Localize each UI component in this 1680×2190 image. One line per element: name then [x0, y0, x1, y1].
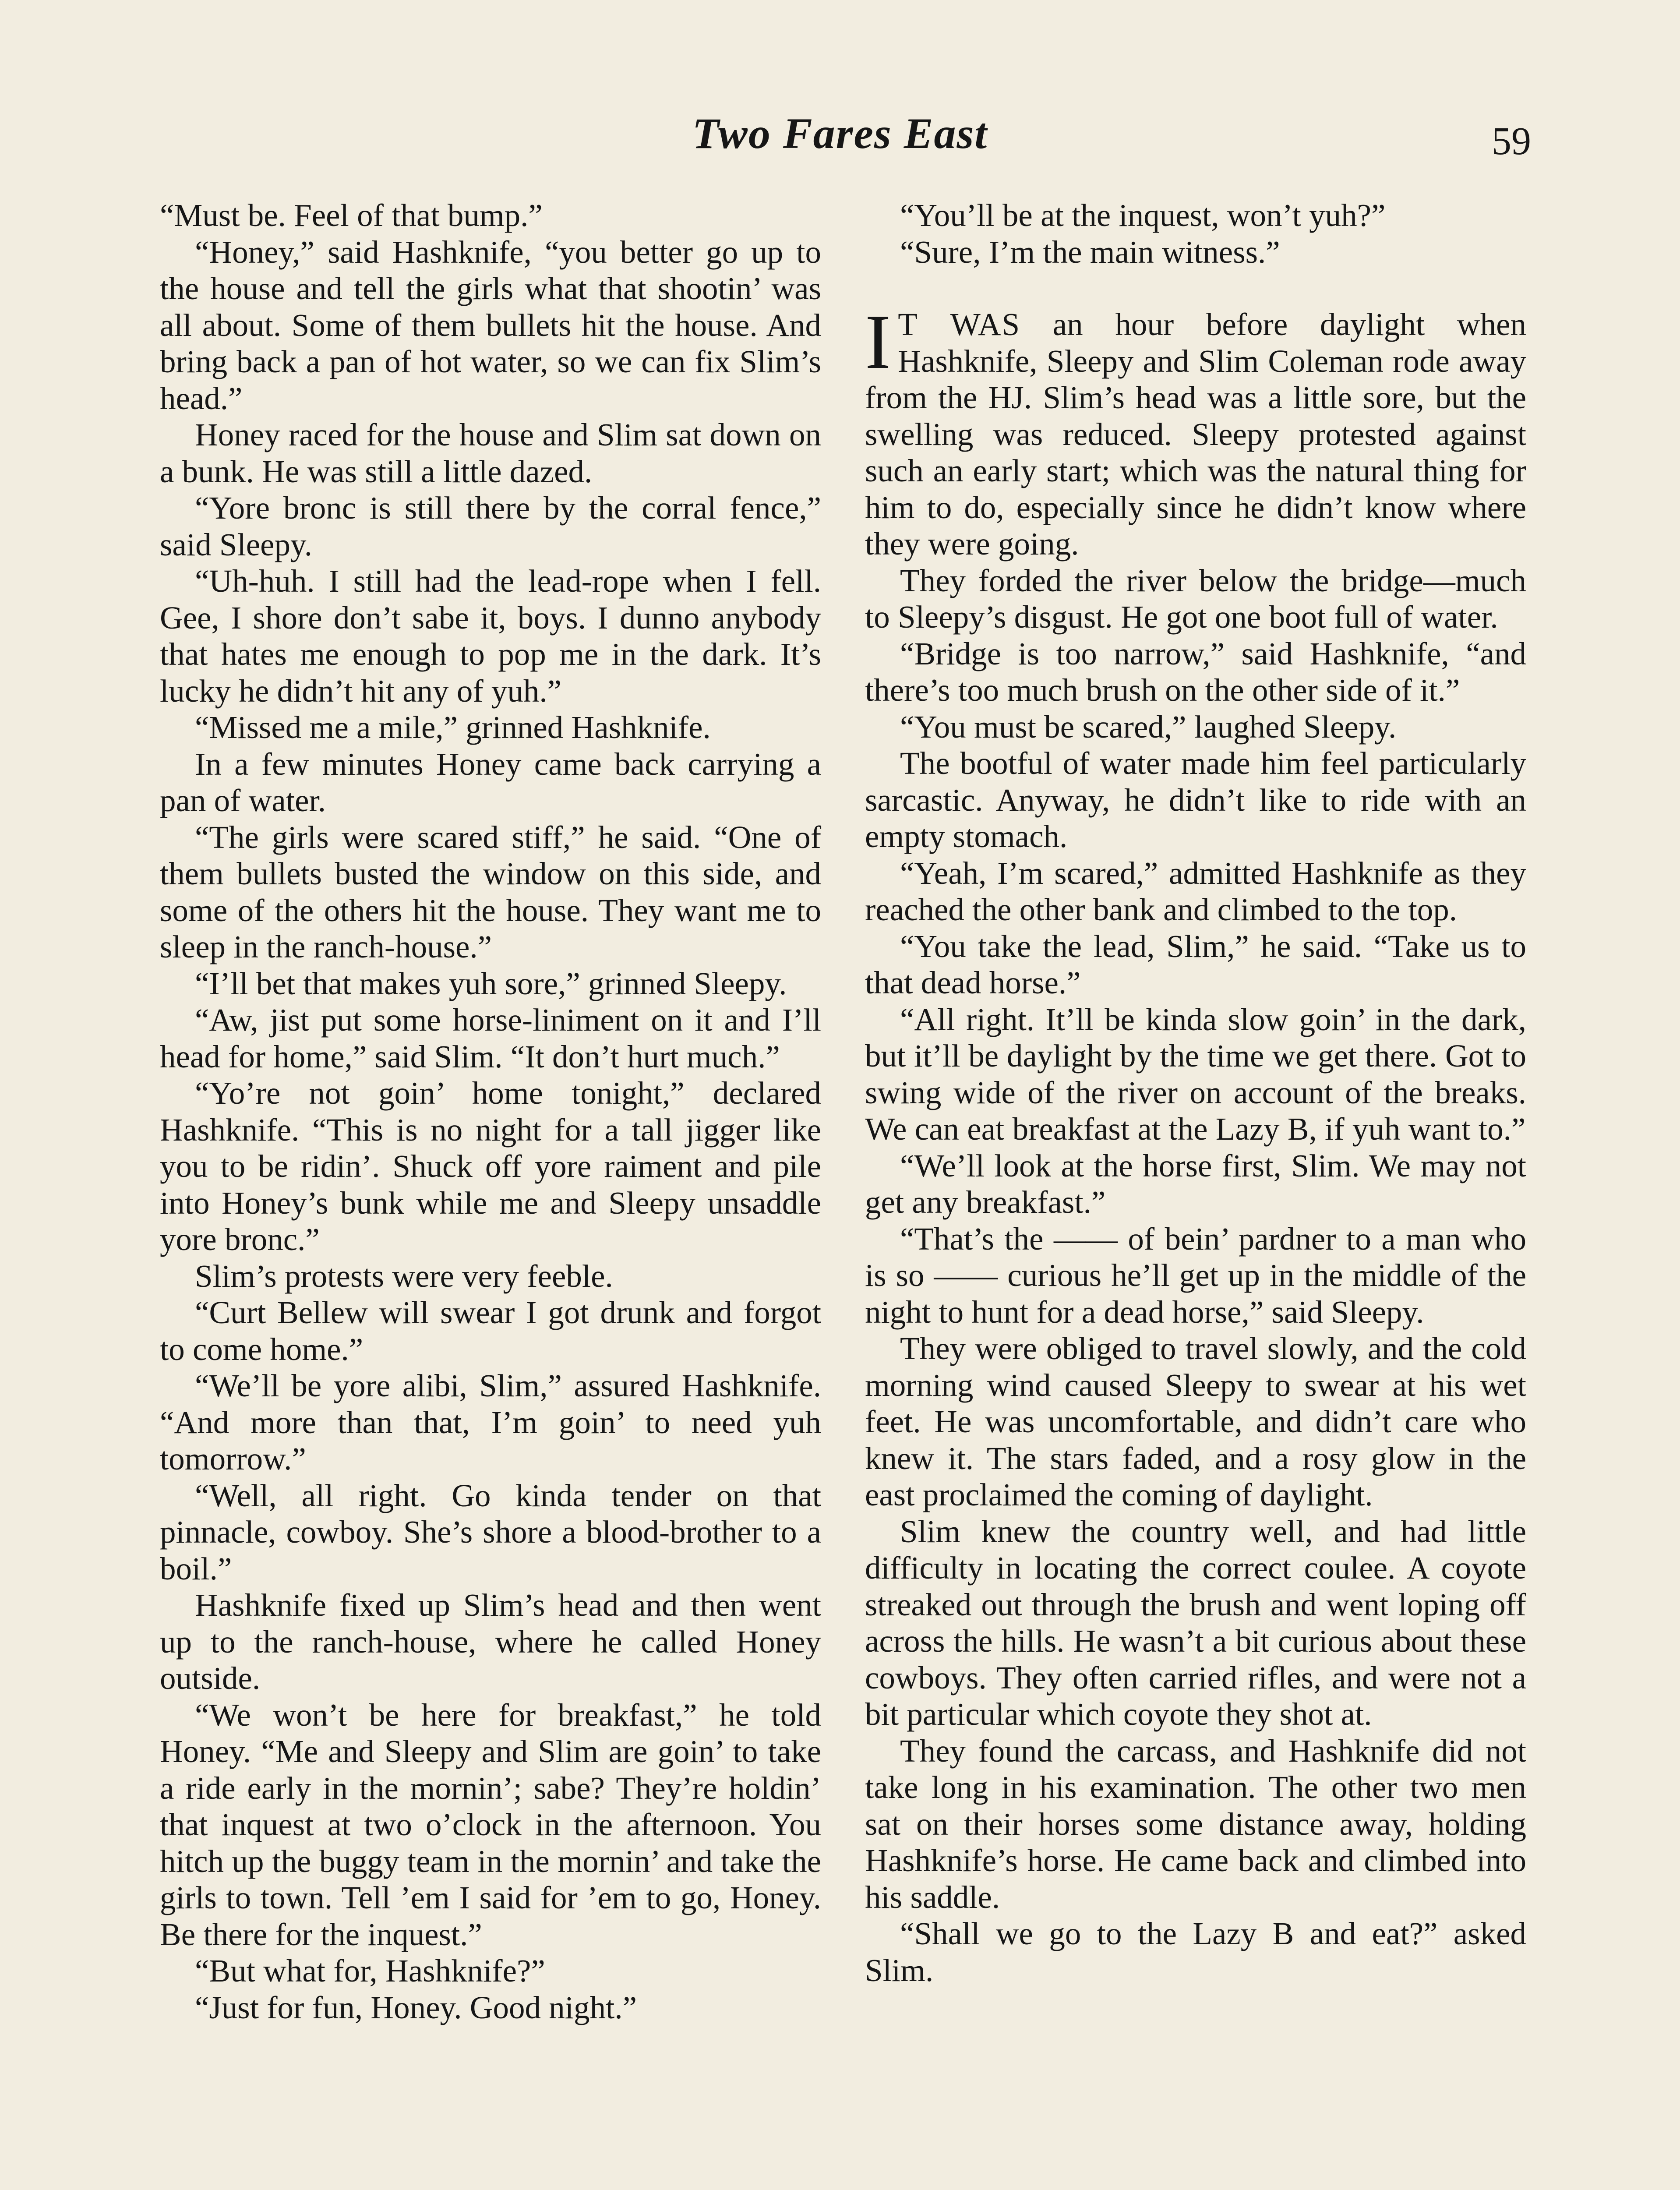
page-number: 59	[1492, 120, 1531, 163]
paragraph: “You must be scared,” laughed Sleepy.	[900, 709, 1397, 745]
paragraph: “We’ll be yore alibi, Slim,” assured Hashknife. “And more than that, I’m goin’ to need yuh tomorrow.”	[160, 1368, 821, 1476]
paragraph: Hashknife fixed up Slim’s head and then went up to the ranch-house, where he called Honey outside.	[160, 1587, 821, 1696]
paragraph: They were obliged to travel slowly, and the cold morning wind caused Sleepy to swear at his wet feet. He was uncomfortable, and didn’t care who knew it. The stars faded, and a rosy glow in the east proclaimed the coming of daylight.	[865, 1331, 1526, 1512]
paragraph: They forded the river below the bridge—much to Sleepy’s disgust. He got one boot full of water.	[865, 562, 1526, 635]
paragraph: Slim knew the country well, and had little difficulty in locating the correct coulee. A coyote streaked out through the brush and went loping off across the hills. He wasn’t a bit curious about these cowboys. They often carried rifles, and were not a bit particular which coyote they shot at.	[865, 1513, 1526, 1732]
paragraph: “Shall we go to the Lazy B and eat?” asked Slim.	[865, 1916, 1526, 1988]
paragraph: “Yeah, I’m scared,” admitted Hashknife as they reached the other bank and climbed to the top.	[865, 855, 1526, 927]
paragraph: Honey raced for the house and Slim sat down on a bunk. He was still a little dazed.	[160, 417, 821, 489]
paragraph: “Uh-huh. I still had the lead-rope when I fell. Gee, I shore don’t sabe it, boys. I dunno anybody that hates me enough to pop me in the dark. It’s lucky he didn’t hit any of yuh.”	[160, 563, 821, 709]
paragraph: “You’ll be at the inquest, won’t yuh?”	[900, 198, 1386, 233]
paragraph: “Sure, I’m the main witness.”	[900, 234, 1280, 270]
paragraph: “That’s the —— of bein’ pardner to a man who is so —— curious he’ll get up in the middle of the night to hunt for a dead horse,” said Sleepy.	[865, 1221, 1526, 1330]
paragraph: “But what for, Hashknife?”	[195, 1953, 545, 1989]
section-opening-text: an hour before daylight when Hashknife, Sleepy and Slim Coleman rode away from the HJ. Slim’s head was a little sore, but the swelling was reduced. Sleepy protested against such an early start; which was the natural thing for him to do, especially since he didn’t know where they were going.	[865, 307, 1526, 562]
paragraph: “You take the lead, Slim,” he said. “Take us to that dead horse.”	[865, 928, 1526, 1000]
left-column	[160, 197, 821, 2026]
section-opening-paragraph	[865, 298, 1526, 562]
paragraph: “Aw, jist put some horse-liniment on it and I’ll head for home,” said Slim. “It don’t hurt much.”	[160, 1002, 821, 1074]
paragraph: “Honey,” said Hashknife, “you better go up to the house and tell the girls what that shootin’ was all about. Some of them bullets hit the house. And bring back a pan of hot water, so we can fix Slim’s head.”	[160, 234, 821, 416]
paragraph: “We’ll look at the horse first, Slim. We may not get any breakfast.”	[865, 1148, 1526, 1220]
paragraph: The bootful of water made him feel particularly sarcastic. Anyway, he didn’t like to ride with an empty stomach.	[865, 745, 1526, 854]
paragraph: “Bridge is too narrow,” said Hashknife, “and there’s too much brush on the other side of it.”	[865, 636, 1526, 708]
paragraph: “Curt Bellew will swear I got drunk and forgot to come home.”	[160, 1295, 821, 1367]
paragraph: “Well, all right. Go kinda tender on that pinnacle, cowboy. She’s shore a blood-brother to a boil.”	[160, 1477, 821, 1586]
paragraph: “The girls were scared stiff,” he said. “One of them bullets busted the window on this side, and some of the others hit the house. They want me to sleep in the ranch-house.”	[160, 819, 821, 964]
paragraph: “Missed me a mile,” grinned Hashknife.	[195, 710, 711, 745]
paragraph: “Yo’re not goin’ home tonight,” declared Hashknife. “This is no night for a tall jigger like you to be ridin’. Shuck off yore raiment and pile into Honey’s bunk while me and Sleepy unsaddle yore bronc.”	[160, 1075, 821, 1257]
paragraph: Slim’s protests were very feeble.	[195, 1258, 613, 1294]
paragraph: “I’ll bet that makes yuh sore,” grinned Sleepy.	[195, 965, 787, 1001]
paragraph: “All right. It’ll be kinda slow goin’ in the dark, but it’ll be daylight by the time we get there. Got to swing wide of the river on account of the breaks. We can eat breakfast at the Lazy B, if yuh want to.”	[865, 1001, 1526, 1147]
paragraph: “Must be. Feel of that bump.”	[160, 198, 543, 233]
paragraph: In a few minutes Honey came back carrying a pan of water.	[160, 746, 821, 818]
paragraph: “We won’t be here for breakfast,” he told Honey. “Me and Sleepy and Slim are goin’ to take a ride early in the mornin’; sabe? They’re holdin’ that inquest at two o’clock in the afternoon. You hitch up the buggy team in the mornin’ and take the girls to town. Tell ’em I said for ’em to go, Honey. Be there for the inquest.”	[160, 1697, 821, 1952]
paragraph: “Yore bronc is still there by the corral fence,” said Sleepy.	[160, 490, 821, 562]
page-header	[0, 105, 1680, 162]
paragraph: They found the carcass, and Hashknife did not take long in his examination. The other two men sat on their horses some distance away, holding Hashknife’s horse. He came back and climbed into his saddle.	[865, 1733, 1526, 1915]
right-column	[865, 197, 1526, 1989]
paragraph: “Just for fun, Honey. Good night.”	[195, 1989, 637, 2025]
running-title: Two Fares East	[692, 109, 988, 158]
drop-cap: I	[865, 298, 891, 385]
small-caps-lead: T WAS	[898, 307, 1021, 342]
